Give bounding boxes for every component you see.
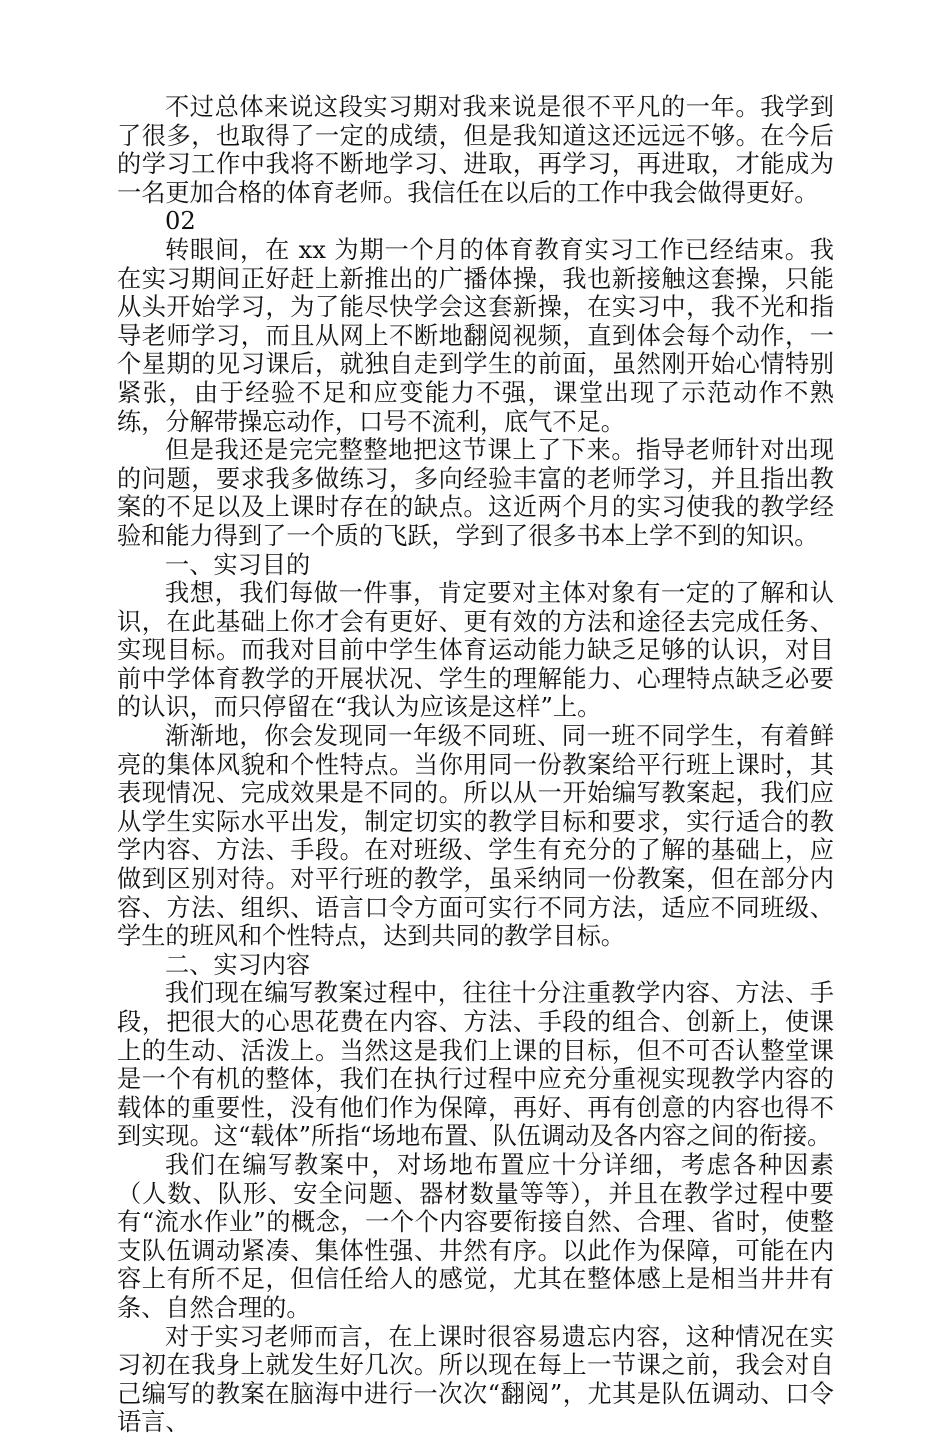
paragraph-intro: 转眼间，在 xx 为期一个月的体育教育实习工作已经结束。我在实习期间正好赶上新推出的广播体操，我也新接触这套操，只能从头开始学习，为了能尽快学会这套新操，在实习中，我不光和指导老师学习，而且从网上不断地翻阅视频，直到体会每个动作，一个星期的见习课后，就独自走到学生的前面，虽然刚开始心情特别紧张，由于经验不足和应变能力不强，课堂出现了示范动作不熟练，分解带操忘动作，口号不流利，底气不足。 <box>117 235 834 436</box>
document-body <box>117 93 834 1437</box>
paragraph-content-2: 我们在编写教案中，对场地布置应十分详细，考虑各种因素（人数、队形、安全问题、器材数量等等），并且在教学过程中要有“流水作业”的概念，一个个内容要衔接自然、合理、省时，使整支队伍调动紧凑、集体性强、井然有序。以此作为保障，可能在内容上有所不足，但信任给人的感觉，尤其在整体感上是相当井井有条、自然合理的。 <box>117 1150 834 1322</box>
paragraph-feedback: 但是我还是完完整整地把这节课上了下来。指导老师针对出现的问题，要求我多做练习，多向经验丰富的老师学习，并且指出教案的不足以及上课时存在的缺点。这近两个月的实习使我的教学经验和能力得到了一个质的飞跃，学到了很多书本上学不到的知识。 <box>117 436 834 550</box>
paragraph-summary: 不过总体来说这段实习期对我来说是很不平凡的一年。我学到了很多，也取得了一定的成绩，但是我知道这还远远不够。在今后的学习工作中我将不断地学习、进取，再学习，再进取，才能成为一名更加合格的体育老师。我信任在以后的工作中我会做得更好。 <box>117 93 834 207</box>
paragraph-content-1: 我们现在编写教案过程中，往往十分注重教学内容、方法、手段，把很大的心思花费在内容、方法、手段的组合、创新上，使课上的生动、活泼上。当然这是我们上课的目标，但不可否认整堂课是一个有机的整体，我们在执行过程中应充分重视实现教学内容的载体的重要性，没有他们作为保障，再好、再有创意的内容也得不到实现。这“载体”所指“场地布置、队伍调动及各内容之间的衔接。 <box>117 979 834 1151</box>
section-number-02: 02 <box>165 207 196 236</box>
paragraph-purpose-2: 渐渐地，你会发现同一年级不同班、同一班不同学生，有着鲜亮的集体风貌和个性特点。当你用同一份教案给平行班上课时，其表现情况、完成效果是不同的。所以从一开始编写教案起，我们应从学生实际水平出发，制定切实的教学目标和要求，实行适合的教学内容、方法、手段。在对班级、学生有充分的了解的基础上，应做到区别对待。对平行班的教学，虽采纳同一份教案，但在部分内容、方法、组织、语言口令方面可实行不同方法，适应不同班级、学生的班风和个性特点，达到共同的教学目标。 <box>117 722 834 951</box>
heading-internship-content: 二、实习内容 <box>165 950 311 979</box>
heading-internship-purpose: 一、实习目的 <box>165 550 311 579</box>
paragraph-content-3: 对于实习老师而言，在上课时很容易遗忘内容，这种情况在实习初在我身上就发生好几次。所以现在每上一节课之前，我会对自己编写的教案在脑海中进行一次次“翻阅”，尤其是队伍调动、口令语言、 <box>117 1322 834 1437</box>
paragraph-purpose-1: 我想，我们每做一件事，肯定要对主体对象有一定的了解和认识，在此基础上你才会有更好、更有效的方法和途径去完成任务、实现目标。而我对目前中学生体育运动能力缺乏足够的认识，对目前中学体育教学的开展状况、学生的理解能力、心理特点缺乏必要的认识，而只停留在“我认为应该是这样”上。 <box>117 579 834 722</box>
